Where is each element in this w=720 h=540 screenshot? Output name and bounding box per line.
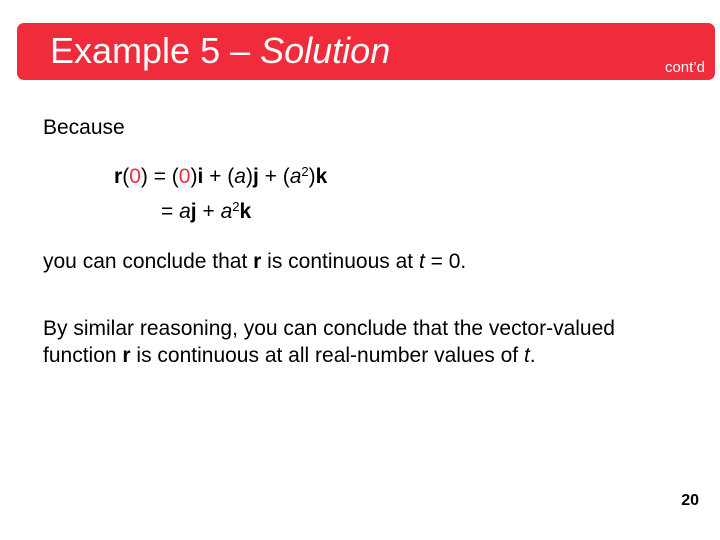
eq2-plus: + [196,200,221,223]
similar-line-2 [43,342,615,369]
equation-line-2 [161,198,251,225]
similar-text [43,315,615,369]
title-main: Example 5 – [50,30,251,71]
similar-mid2: is continuous at all real-number values of [130,344,524,367]
conclude-text [43,248,466,275]
title-italic: Solution [260,30,391,71]
eq1-a1: a [234,165,246,188]
eq2-a2: a [220,200,233,223]
eq1-zero1: 0 [129,165,141,188]
eq1-plus-a: + ( [203,165,235,188]
because-text: Because [43,116,125,139]
similar-t: t [523,344,530,367]
eq2-j: j [190,200,197,223]
eq1-rp3: ) [308,165,316,188]
similar-pre2: function [43,344,123,367]
equation-line-1 [114,163,327,190]
eq1-k: k [315,165,328,188]
eq1-zero2: 0 [178,165,191,188]
continued-label: cont’d [664,59,705,76]
eq1-rp2: ) [245,165,253,188]
slide-title [50,29,390,73]
title-banner [17,23,715,80]
page-number: 20 [681,492,699,509]
conclude-r: r [253,250,262,273]
eq1-lp: ( [122,165,130,188]
eq1-r: r [114,165,123,188]
similar-line-1: By similar reasoning, you can conclude that the vector-valued [43,317,615,340]
eq1-exponent: 2 [301,164,309,179]
eq1-plus2: + ( [258,165,290,188]
eq2-exponent: 2 [232,199,240,214]
eq2-k: k [239,200,252,223]
eq2-eq: = [161,200,180,223]
conclude-pre: you can conclude that [43,250,254,273]
eq1-j: j [252,165,259,188]
conclude-post: = 0. [424,250,467,273]
eq1-a2: a [289,165,302,188]
eq1-rp: ) [190,165,198,188]
conclude-mid: is continuous at [261,250,419,273]
similar-post2: . [529,344,536,367]
similar-r: r [122,344,131,367]
eq1-i: i [197,165,204,188]
eq1-rp-eq: ) = ( [140,165,179,188]
eq2-a1: a [179,200,191,223]
conclude-t: t [418,250,425,273]
